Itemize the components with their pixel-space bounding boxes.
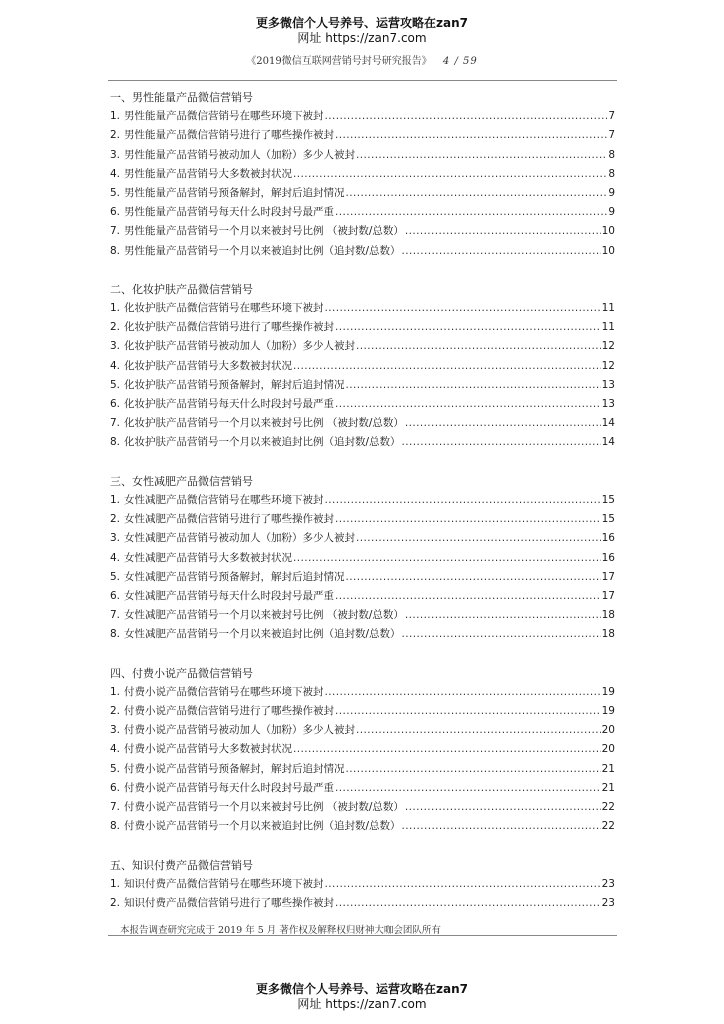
dot-leader bbox=[402, 625, 601, 644]
toc-entry-page: 8 bbox=[608, 167, 615, 180]
toc-entry-page: 17 bbox=[601, 570, 615, 583]
dot-leader bbox=[335, 779, 601, 798]
dot-leader bbox=[335, 395, 601, 414]
toc-entry-text: 付费小说产品微信营销号在哪些环境下被封 bbox=[124, 685, 324, 698]
top-promo-banner bbox=[0, 16, 724, 46]
toc-entry-page: 15 bbox=[601, 513, 615, 526]
toc-entry[interactable] bbox=[110, 414, 615, 433]
toc-entry-page: 7 bbox=[608, 110, 615, 123]
toc-entry-number: 6. bbox=[110, 589, 121, 602]
promo-line: 更多微信个人号养号、运营攻略在zan7 bbox=[256, 16, 468, 30]
promo-url[interactable]: 网址 https://zan7.com bbox=[297, 997, 427, 1011]
toc-entry-number: 2. bbox=[110, 513, 121, 526]
toc-entry-number: 4. bbox=[110, 359, 121, 372]
toc-entry-number: 1. bbox=[110, 110, 121, 123]
toc-entry-number: 1. bbox=[110, 877, 121, 890]
toc-entry-text: 女性减肥产品营销号一个月以来被封号比例 （被封数/总数） bbox=[124, 609, 404, 622]
toc-section-title[interactable]: 三、女性减肥产品微信营销号 bbox=[110, 474, 253, 488]
dot-leader bbox=[335, 702, 601, 721]
toc-entry-page: 13 bbox=[601, 378, 615, 391]
toc-entry[interactable] bbox=[110, 568, 615, 587]
dot-leader bbox=[325, 107, 608, 126]
footer-divider bbox=[108, 935, 617, 936]
toc-entry[interactable] bbox=[110, 798, 615, 817]
toc-section-title[interactable]: 一、男性能量产品微信营销号 bbox=[110, 91, 253, 104]
dot-leader bbox=[293, 357, 601, 376]
toc-entry-number: 5. bbox=[110, 762, 121, 775]
toc-entry-page: 11 bbox=[601, 302, 615, 315]
toc-entry[interactable] bbox=[110, 203, 615, 222]
toc-section-title[interactable]: 五、知识付费产品微信营销号 bbox=[110, 858, 253, 872]
toc-entry[interactable] bbox=[110, 376, 615, 395]
toc-entry-number: 7. bbox=[110, 225, 121, 238]
toc-entry-text: 男性能量产品营销号被动加人（加粉）多少人被封 bbox=[124, 148, 355, 161]
page-indicator: 4 / 59 bbox=[442, 56, 478, 67]
copyright-note: 本报告调查研究完成于 2019 年 5 月 著作权及解释权归财神大咖会团队所有 bbox=[120, 925, 441, 936]
toc-entry-text: 女性减肥产品营销号一个月以来被追封比例（追封数/总数） bbox=[124, 628, 401, 641]
toc-entry-page: 20 bbox=[601, 724, 615, 737]
toc-entry-page: 23 bbox=[601, 896, 615, 909]
toc-entry-page: 16 bbox=[601, 532, 615, 545]
dot-leader bbox=[405, 606, 601, 625]
toc-entry-text: 化妆护肤产品营销号每天什么时段封号最严重 bbox=[124, 398, 334, 410]
toc-entry-page: 15 bbox=[601, 493, 615, 506]
toc-entry[interactable] bbox=[110, 875, 615, 894]
header-divider bbox=[108, 80, 617, 81]
toc-entry-page: 14 bbox=[601, 417, 615, 430]
report-title: 《2019微信互联网营销号封号研究报告》 bbox=[246, 56, 432, 67]
toc-entry-text: 女性减肥产品微信营销号在哪些环境下被封 bbox=[124, 493, 324, 506]
toc-entry-page: 11 bbox=[601, 321, 615, 334]
toc-entry-text: 付费小说产品营销号一个月以来被追封比例（追封数/总数） bbox=[124, 820, 401, 833]
toc-entry-text: 化妆护肤产品微信营销号进行了哪些操作被封 bbox=[124, 321, 334, 334]
toc-entry-page: 18 bbox=[601, 628, 615, 641]
toc-entry[interactable] bbox=[110, 299, 615, 318]
toc-entry-text: 付费小说产品营销号大多数被封状况 bbox=[124, 743, 292, 756]
toc-entry[interactable] bbox=[110, 817, 615, 836]
dot-leader bbox=[335, 510, 601, 529]
bottom-promo-banner bbox=[0, 982, 724, 1012]
toc-entry[interactable] bbox=[110, 337, 615, 356]
dot-leader bbox=[293, 549, 601, 568]
dot-leader bbox=[346, 376, 601, 395]
toc-entry-text: 男性能量产品营销号每天什么时段封号最严重 bbox=[124, 206, 334, 219]
toc-entry-text: 男性能量产品营销号大多数被封状况 bbox=[124, 167, 292, 180]
toc-entry[interactable] bbox=[110, 529, 615, 548]
toc-entry[interactable] bbox=[110, 107, 615, 126]
toc-entry-page: 16 bbox=[601, 551, 615, 564]
toc-entry-number: 7. bbox=[110, 417, 121, 430]
toc-entry-number: 5. bbox=[110, 186, 121, 199]
toc-entry[interactable] bbox=[110, 779, 615, 798]
toc-entry-number: 6. bbox=[110, 398, 121, 410]
toc-entry-number: 3. bbox=[110, 532, 121, 545]
toc-entry-number: 4. bbox=[110, 743, 121, 756]
toc-entry-number: 5. bbox=[110, 570, 121, 583]
toc-entry[interactable] bbox=[110, 702, 615, 721]
dot-leader bbox=[335, 318, 601, 337]
toc-entry-page: 19 bbox=[601, 685, 615, 698]
toc-entry-text: 男性能量产品营销号一个月以来被追封比例（追封数/总数） bbox=[124, 244, 401, 257]
toc-entry-text: 女性减肥产品营销号被动加人（加粉）多少人被封 bbox=[124, 532, 355, 545]
dot-leader bbox=[356, 529, 601, 548]
toc-entry[interactable] bbox=[110, 760, 615, 779]
promo-line: 更多微信个人号养号、运营攻略在zan7 bbox=[256, 982, 468, 996]
dot-leader bbox=[346, 760, 601, 779]
toc-entry-text: 女性减肥产品微信营销号进行了哪些操作被封 bbox=[124, 513, 334, 526]
dot-leader bbox=[402, 817, 601, 836]
toc-entry[interactable] bbox=[110, 146, 615, 165]
toc-entry-text: 男性能量产品营销号预备解封，解封后追封情况 bbox=[124, 186, 345, 199]
toc-entry-text: 女性减肥产品营销号预备解封，解封后追封情况 bbox=[124, 570, 345, 583]
toc-entry-number: 8. bbox=[110, 244, 121, 257]
toc-entry-page: 22 bbox=[601, 800, 615, 813]
toc-entry-text: 知识付费产品微信营销号在哪些环境下被封 bbox=[124, 877, 324, 890]
toc-entry[interactable] bbox=[110, 357, 615, 376]
dot-leader bbox=[325, 683, 601, 702]
toc-entry[interactable] bbox=[110, 165, 615, 184]
section-spacer bbox=[110, 836, 615, 855]
toc-entry-text: 付费小说产品营销号一个月以来被封号比例 （被封数/总数） bbox=[124, 800, 404, 813]
toc-entry-text: 男性能量产品微信营销号进行了哪些操作被封 bbox=[124, 129, 334, 142]
toc-entry-page: 21 bbox=[601, 762, 615, 775]
dot-leader bbox=[356, 337, 601, 356]
toc-entry-number: 2. bbox=[110, 321, 121, 334]
toc-entry-text: 女性减肥产品营销号大多数被封状况 bbox=[124, 551, 292, 564]
toc-entry-text: 化妆护肤产品营销号一个月以来被追封比例（追封数/总数） bbox=[124, 436, 401, 449]
toc-entry-page: 8 bbox=[608, 148, 615, 161]
toc-entry[interactable] bbox=[110, 625, 615, 644]
toc-entry-number: 2. bbox=[110, 705, 121, 717]
toc-entry-text: 付费小说产品营销号每天什么时段封号最严重 bbox=[124, 781, 334, 794]
toc-entry[interactable] bbox=[110, 491, 615, 510]
toc-entry-number: 2. bbox=[110, 896, 121, 909]
toc-entry-page: 21 bbox=[601, 781, 615, 794]
toc-entry[interactable] bbox=[110, 242, 615, 261]
promo-url[interactable]: 网址 https://zan7.com bbox=[297, 31, 427, 45]
toc-entry-page: 17 bbox=[601, 589, 615, 602]
dot-leader bbox=[402, 433, 601, 452]
dot-leader bbox=[335, 587, 601, 606]
toc-entry-page: 12 bbox=[601, 340, 615, 353]
toc-entry-number: 3. bbox=[110, 148, 121, 161]
document-header bbox=[0, 52, 724, 67]
toc-entry[interactable] bbox=[110, 894, 615, 913]
toc-entry-text: 化妆护肤产品营销号预备解封，解封后追封情况 bbox=[124, 378, 345, 391]
toc-entry[interactable] bbox=[110, 510, 615, 529]
toc-entry-text: 化妆护肤产品营销号大多数被封状况 bbox=[124, 359, 292, 372]
toc-entry-text: 女性减肥产品营销号每天什么时段封号最严重 bbox=[124, 589, 334, 602]
toc-entry[interactable] bbox=[110, 126, 615, 145]
dot-leader bbox=[402, 242, 601, 261]
dot-leader bbox=[405, 414, 601, 433]
toc-entry-page: 13 bbox=[601, 398, 615, 410]
toc-entry-number: 7. bbox=[110, 609, 121, 622]
dot-leader bbox=[293, 740, 601, 759]
toc-entry-number: 1. bbox=[110, 493, 121, 506]
dot-leader bbox=[405, 222, 601, 241]
toc-entry-text: 化妆护肤产品营销号被动加人（加粉）多少人被封 bbox=[124, 340, 355, 353]
dot-leader bbox=[293, 165, 607, 184]
toc-entry-text: 付费小说产品微信营销号进行了哪些操作被封 bbox=[124, 705, 334, 717]
dot-leader bbox=[346, 184, 608, 203]
toc-entry[interactable] bbox=[110, 721, 615, 740]
dot-leader bbox=[356, 146, 607, 165]
toc-entry[interactable] bbox=[110, 318, 615, 337]
dot-leader bbox=[325, 875, 601, 894]
toc-entry-number: 1. bbox=[110, 685, 121, 698]
section-spacer bbox=[110, 261, 615, 280]
dot-leader bbox=[335, 126, 607, 145]
toc-entry-page: 20 bbox=[601, 743, 615, 756]
toc-entry-page: 14 bbox=[601, 436, 615, 449]
toc-entry-number: 6. bbox=[110, 781, 121, 794]
toc-entry-text: 男性能量产品营销号一个月以来被封号比例 （被封数/总数） bbox=[124, 225, 404, 238]
table-of-contents bbox=[110, 88, 615, 913]
toc-entry[interactable] bbox=[110, 606, 615, 625]
section-spacer bbox=[110, 453, 615, 472]
toc-entry[interactable] bbox=[110, 549, 615, 568]
toc-entry-page: 19 bbox=[601, 705, 615, 717]
toc-entry-number: 2. bbox=[110, 129, 121, 142]
toc-entry-page: 23 bbox=[601, 877, 615, 890]
toc-entry-page: 22 bbox=[601, 820, 615, 833]
toc-entry[interactable] bbox=[110, 184, 615, 203]
dot-leader bbox=[405, 798, 601, 817]
toc-section-title[interactable]: 四、付费小说产品微信营销号 bbox=[110, 666, 253, 680]
dot-leader bbox=[346, 568, 601, 587]
dot-leader bbox=[335, 894, 601, 913]
toc-entry[interactable] bbox=[110, 222, 615, 241]
toc-entry[interactable] bbox=[110, 587, 615, 606]
toc-entry-page: 7 bbox=[608, 129, 615, 142]
section-spacer bbox=[110, 644, 615, 663]
toc-entry-number: 1. bbox=[110, 302, 121, 315]
toc-entry[interactable] bbox=[110, 683, 615, 702]
toc-entry-text: 化妆护肤产品微信营销号在哪些环境下被封 bbox=[124, 302, 324, 315]
toc-entry-text: 男性能量产品微信营销号在哪些环境下被封 bbox=[124, 110, 324, 123]
toc-entry-page: 12 bbox=[601, 359, 615, 372]
toc-entry-number: 4. bbox=[110, 167, 121, 180]
toc-entry-text: 知识付费产品微信营销号进行了哪些操作被封 bbox=[124, 896, 334, 909]
toc-entry-number: 3. bbox=[110, 340, 121, 353]
toc-entry-number: 6. bbox=[110, 206, 121, 219]
toc-entry-page: 10 bbox=[601, 244, 615, 257]
toc-entry-text: 付费小说产品营销号预备解封，解封后追封情况 bbox=[124, 762, 345, 775]
toc-entry-number: 5. bbox=[110, 378, 121, 391]
toc-entry-number: 8. bbox=[110, 628, 121, 641]
toc-entry-text: 化妆护肤产品营销号一个月以来被封号比例 （被封数/总数） bbox=[124, 417, 404, 430]
toc-entry-number: 7. bbox=[110, 800, 121, 813]
toc-entry-page: 9 bbox=[608, 206, 615, 219]
dot-leader bbox=[325, 299, 601, 318]
toc-entry-number: 8. bbox=[110, 820, 121, 833]
dot-leader bbox=[325, 491, 601, 510]
toc-entry-number: 4. bbox=[110, 551, 121, 564]
dot-leader bbox=[335, 203, 607, 222]
toc-entry-page: 10 bbox=[601, 225, 615, 238]
toc-section-title[interactable]: 二、化妆护肤产品微信营销号 bbox=[110, 282, 253, 296]
toc-entry[interactable] bbox=[110, 433, 615, 452]
toc-entry-text: 付费小说产品营销号被动加人（加粉）多少人被封 bbox=[124, 724, 355, 737]
toc-entry-page: 9 bbox=[608, 186, 615, 199]
toc-entry[interactable] bbox=[110, 395, 615, 414]
toc-entry[interactable] bbox=[110, 740, 615, 759]
toc-entry-number: 8. bbox=[110, 436, 121, 449]
toc-entry-number: 3. bbox=[110, 724, 121, 737]
toc-entry-page: 18 bbox=[601, 609, 615, 622]
dot-leader bbox=[356, 721, 601, 740]
